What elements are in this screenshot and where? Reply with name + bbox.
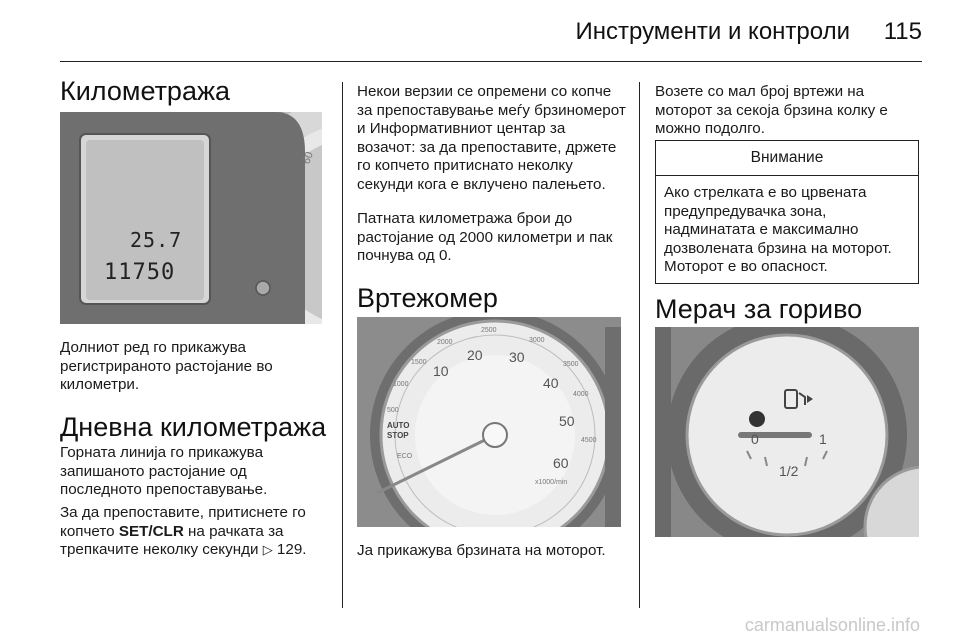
heading-odometer: Километража (60, 76, 231, 106)
tacho-outer-500: 500 (387, 407, 399, 414)
tachometer-figure (357, 317, 621, 527)
trip-paragraph-2 (60, 504, 335, 560)
tacho-label-50: 50 (559, 413, 575, 429)
trip-p2-pre: За да препоставите, притиснете го копчето (60, 504, 306, 540)
fuel-label-full: 1 (819, 431, 827, 447)
fuel-label-half: 1/2 (779, 463, 799, 479)
caption-odometer: Долниот ред го прикажува регистрираното растојание во километри. (60, 339, 273, 393)
tacho-intro-paragraph-2: Патната километража брои до растојание од 2000 километри и пак почнува од 0. (357, 210, 613, 264)
page-ref-icon: ▷ (262, 542, 273, 557)
page-ref-link[interactable]: 129. (276, 541, 307, 558)
caution-body: Ако стрелката е во црвената предупредувачка зона, надминатата е максимално дозволената брзина на моторот. Моторот е во опасност. (664, 184, 892, 275)
header-rule (60, 61, 922, 62)
page-number: 115 (883, 18, 922, 45)
column-divider-2 (639, 82, 640, 608)
eco-label: ECO (397, 453, 413, 460)
tacho-label-10: 10 (433, 363, 449, 379)
column-divider-1 (342, 82, 343, 608)
auto-stop-label-1: AUTO (387, 421, 410, 430)
caution-notice (655, 140, 919, 284)
tacho-outer-2500: 2500 (481, 327, 497, 334)
tacho-outer-3500: 3500 (563, 361, 579, 368)
caption-tachometer: Ја прикажува брзината на моторот. (357, 542, 606, 559)
fuel-label-empty: 0 (751, 431, 759, 447)
rpm-advice-paragraph: Возете со мал број вртежи на моторот за секоја брзина колку е можно подолго. (655, 83, 888, 137)
trip-readout: 25.7 (130, 228, 183, 252)
tacho-outer-1000: 1000 (393, 381, 409, 388)
header-title: Инструменти и контроли (575, 18, 850, 45)
tacho-outer-1500: 1500 (411, 359, 427, 366)
heading-fuel-gauge: Мерач за гориво (655, 294, 863, 324)
fuel-gauge-figure (655, 327, 919, 537)
tacho-label-60: 60 (553, 455, 569, 471)
tacho-label-40: 40 (543, 375, 559, 391)
total-readout: 11750 (104, 260, 176, 285)
set-clr-button-label: SET/CLR (118, 522, 184, 540)
tacho-label-30: 30 (509, 349, 525, 365)
auto-stop-label-2: STOP (387, 431, 409, 440)
tacho-outer-2000: 2000 (437, 339, 453, 346)
odometer-figure (60, 112, 322, 324)
caution-title: Внимание (656, 141, 918, 176)
tacho-label-20: 20 (467, 347, 483, 363)
tacho-outer-4000: 4000 (573, 391, 589, 398)
footer-watermark: carmanualsonline.info (744, 615, 920, 635)
heading-tachometer: Вртежомер (357, 283, 498, 313)
dial-mark-60: 60 (300, 150, 316, 166)
heading-trip-odometer: Дневна километража (60, 412, 327, 442)
tacho-outer-3000: 3000 (529, 337, 545, 344)
tacho-unit-label: x1000/min (535, 479, 568, 486)
trip-paragraph-1: Горната линија го прикажува запишаното растојание од последното препоставување. (60, 444, 268, 498)
tacho-intro-paragraph-1: Некои верзии се опремени со копче за препоставување меѓу брзиномерот и Информативниот центар за возачот: за да препоставите, држете го копчето притиснато неколку секунди кога е вклучено палењето. (357, 83, 626, 193)
trip-p2-mid: на рачката за трепкачите неколку секунди (60, 522, 284, 558)
tacho-outer-4500: 4500 (581, 437, 597, 444)
